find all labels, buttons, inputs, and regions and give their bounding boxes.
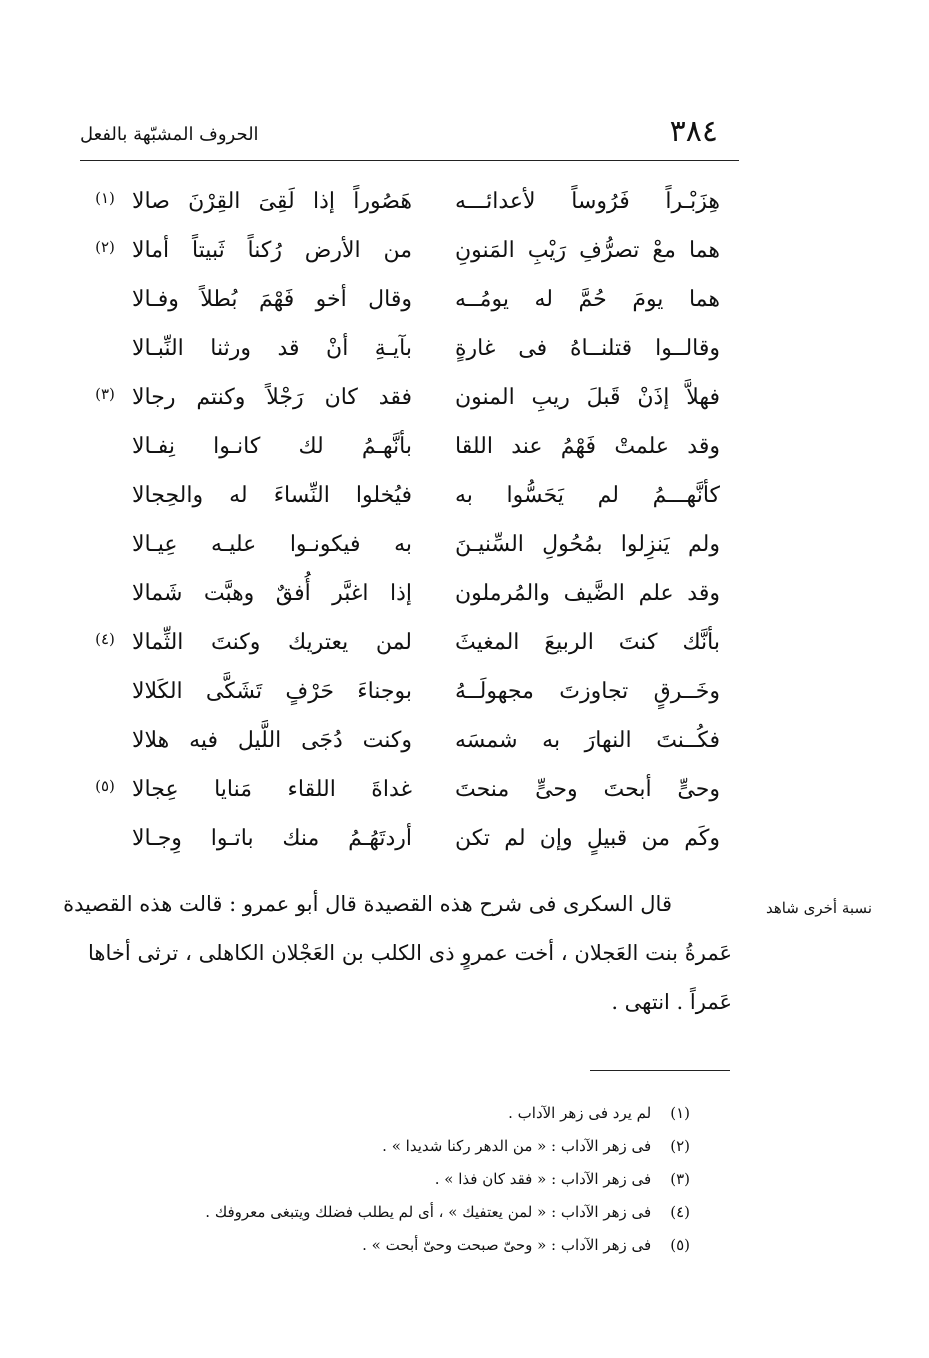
verse-14 — [80, 819, 720, 859]
verse-7 — [80, 476, 720, 516]
margin-note: نسبة أخرى شاهد — [765, 899, 872, 917]
footnote-ref: (٣) — [95, 385, 115, 403]
footnote-1 — [100, 1098, 690, 1128]
verse-second-hemistich: غداةَ اللقاء مَنايا عِجالا — [132, 777, 412, 802]
footnote-rule — [590, 1070, 730, 1071]
page-number: ٣٨٤ — [669, 114, 718, 149]
verse-8 — [80, 525, 720, 565]
verse-first-hemistich: وقد علمتْ فَهْمُ عند اللقا — [455, 434, 720, 459]
footnote-text: فى زهر الآداب : « فقد كان فذا » . — [434, 1170, 652, 1188]
verse-first-hemistich: ولم يَنزِلوا بمُحُولِ السِّنيـنَ — [455, 532, 720, 557]
footnote-ref: (٢) — [95, 238, 115, 256]
verse-second-hemistich: لمن يعتريك وكنتَ الثِّمالا — [132, 630, 412, 655]
footnote-text: فى زهر الآداب : « من الدهر ركنا شديدا » . — [382, 1137, 652, 1155]
verse-4 — [80, 329, 720, 369]
footnote-number: (٢) — [670, 1137, 690, 1155]
commentary-line-3: عَمراً . انتهى . — [611, 990, 732, 1014]
verse-3 — [80, 280, 720, 320]
footnote-text: لم يرد فى زهر الآداب . — [508, 1104, 652, 1122]
verse-second-hemistich: فيُخلوا النِّساءَ له والحِجالا — [132, 483, 412, 508]
verse-13 — [80, 770, 720, 810]
verse-12 — [80, 721, 720, 761]
verse-first-hemistich: وكَم من قبيلٍ وإن لم تكن — [455, 826, 720, 851]
footnote-text: فى زهر الآداب : « وحىّ صبحت وحىّ أبحت » . — [362, 1236, 652, 1254]
verse-first-hemistich: وخَــرقٍ تجاوزتَ مجهولَــهُ — [455, 679, 720, 704]
footnote-2 — [100, 1131, 690, 1161]
verse-1 — [80, 182, 720, 222]
verse-9 — [80, 574, 720, 614]
verse-first-hemistich: وقالــوا قتلنــاهُ فى غارةٍ — [455, 336, 720, 361]
footnote-number: (١) — [670, 1104, 690, 1122]
verse-second-hemistich: به فيكونـوا عليـه عِيـالا — [132, 532, 412, 557]
footnote-text: فى زهر الآداب : « لمن يعتفيك » ، أى لم يطلب فضلك ويتبغى معروفك . — [205, 1203, 652, 1221]
verse-second-hemistich: وقال أخو فَهْمَ بُطلاً وفـالا — [132, 287, 412, 312]
verse-second-hemistich: من الأرض رُكناً ثَبيتاً أمالا — [132, 238, 412, 263]
verse-second-hemistich: فقد كان رَجْلاً وكنتم رجالا — [132, 385, 412, 410]
verse-first-hemistich: كأنَّهـــمُ لم يَحَسُّوا به — [455, 483, 720, 508]
commentary-line-2: عَمرةُ بنت العَجلان ، أخت عمروٍ ذى الكلب بن العَجْلان الكاهلى ، ترثى أخاها — [88, 941, 732, 965]
footnote-ref: (٥) — [95, 777, 115, 795]
footnote-4 — [100, 1197, 690, 1227]
verse-first-hemistich: هما معْ تصرُّفِ رَيْبِ المَنونِ — [455, 238, 720, 263]
verse-first-hemistich: فهلاَّ إذَنْ قَبلَ ريبِ المنون — [455, 385, 720, 410]
verse-11 — [80, 672, 720, 712]
header-rule — [80, 160, 739, 161]
commentary-line-1: قال السكرى فى شرح هذه القصيدة قال أبو عمرو : قالت هذه القصيدة — [63, 892, 672, 916]
verse-second-hemistich: بآيـةِ أنْ قد ورثنا النِّبـالا — [132, 336, 412, 361]
footnote-number: (٣) — [670, 1170, 690, 1188]
footnote-ref: (٤) — [95, 630, 115, 648]
footnote-3 — [100, 1164, 690, 1194]
running-title: الحروف المشبّهة بالفعل — [80, 124, 259, 145]
verse-second-hemistich: بوجناءَ حَرْفٍ تَشَكَّى الكَلالا — [132, 679, 412, 704]
verse-second-hemistich: بأنَّهـمُ لك كانـوا نِفـالا — [132, 434, 412, 459]
verse-10 — [80, 623, 720, 663]
verse-first-hemistich: وحىٍّ أبحتَ وحىٍّ منحتَ — [455, 777, 720, 802]
verse-second-hemistich: إذا اغبَّر أُفقٌ وهبَّت شَمالا — [132, 581, 412, 606]
footnote-ref: (١) — [95, 189, 115, 207]
footnote-5 — [100, 1230, 690, 1260]
verse-second-hemistich: أردتَهُـمُ منك باتـوا وِجـالا — [132, 826, 412, 851]
verse-2 — [80, 231, 720, 271]
verse-first-hemistich: فكُــنتَ النهارَ به شمسَه — [455, 728, 720, 753]
verse-5 — [80, 378, 720, 418]
verse-second-hemistich: وكنت دُجَى اللَّيل فيه هلالا — [132, 728, 412, 753]
verse-first-hemistich: هِزَبْـراً فَرُوساً لأعدائـــه — [455, 189, 720, 214]
footnote-number: (٥) — [670, 1236, 690, 1254]
verse-6 — [80, 427, 720, 467]
footnote-number: (٤) — [670, 1203, 690, 1221]
verse-first-hemistich: بأنَّك كنتَ الربيعَ المغيثَ — [455, 630, 720, 655]
verse-second-hemistich: هَصُوراً إذا لَقِىَ القِرْنَ صالا — [132, 189, 412, 214]
verse-first-hemistich: هما يومَ حُمَّ له يومُــه — [455, 287, 720, 312]
verse-first-hemistich: وقد علم الضَّيف والمُرملون — [455, 581, 720, 606]
